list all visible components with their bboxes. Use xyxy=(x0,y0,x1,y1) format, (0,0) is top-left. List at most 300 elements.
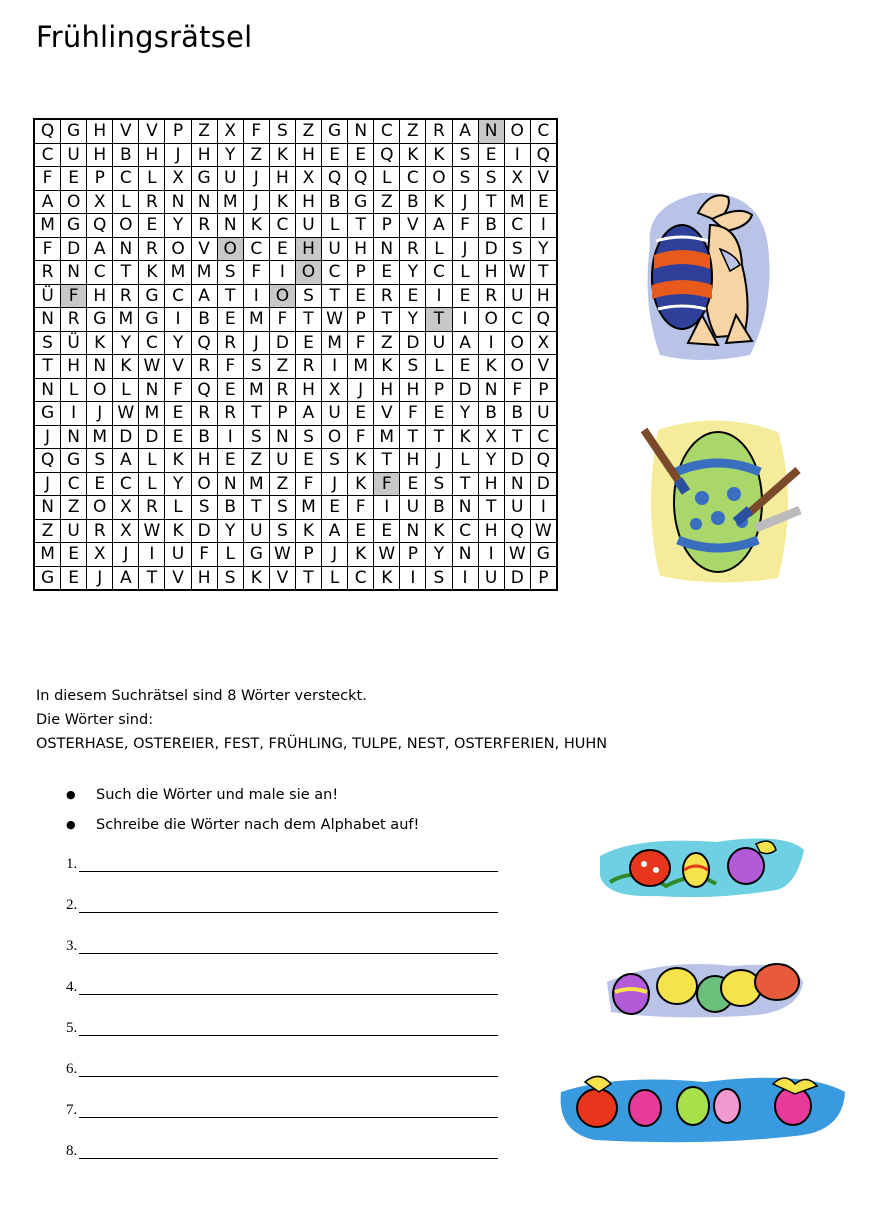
grid-cell[interactable]: D xyxy=(452,378,478,402)
grid-cell[interactable]: S xyxy=(426,472,452,496)
grid-cell[interactable]: R xyxy=(34,261,61,285)
grid-cell[interactable]: E xyxy=(530,190,557,214)
grid-cell[interactable]: E xyxy=(348,402,374,426)
grid-cell[interactable]: R xyxy=(139,496,165,520)
grid-cell[interactable]: C xyxy=(400,167,426,191)
grid-cell[interactable]: I xyxy=(478,543,504,567)
grid-cell[interactable]: E xyxy=(426,402,452,426)
grid-cell[interactable]: N xyxy=(400,519,426,543)
grid-cell[interactable]: S xyxy=(295,284,321,308)
grid-cell[interactable]: Q xyxy=(530,143,557,167)
grid-cell[interactable]: A xyxy=(87,237,113,261)
grid-cell[interactable]: X xyxy=(113,519,139,543)
grid-cell[interactable]: O xyxy=(295,261,321,285)
grid-cell[interactable]: V xyxy=(139,119,165,143)
grid-cell[interactable]: E xyxy=(348,284,374,308)
grid-cell[interactable]: L xyxy=(426,237,452,261)
grid-cell[interactable]: G xyxy=(139,308,165,332)
grid-cell[interactable]: D xyxy=(61,237,87,261)
grid-cell[interactable]: J xyxy=(322,472,348,496)
grid-cell[interactable]: R xyxy=(191,355,217,379)
grid-cell[interactable]: N xyxy=(191,190,217,214)
grid-cell[interactable]: L xyxy=(217,543,243,567)
grid-cell[interactable]: K xyxy=(269,143,295,167)
grid-cell[interactable]: U xyxy=(165,543,191,567)
grid-cell[interactable]: J xyxy=(113,543,139,567)
grid-cell[interactable]: U xyxy=(61,143,87,167)
grid-cell[interactable]: R xyxy=(217,402,243,426)
grid-cell[interactable]: Z xyxy=(243,143,269,167)
grid-cell[interactable]: V xyxy=(191,237,217,261)
grid-cell[interactable]: I xyxy=(478,331,504,355)
grid-cell[interactable]: C xyxy=(504,308,530,332)
grid-cell[interactable]: J xyxy=(322,543,348,567)
grid-cell[interactable]: A xyxy=(452,119,478,143)
grid-cell[interactable]: C xyxy=(243,237,269,261)
grid-cell[interactable]: I xyxy=(530,214,557,238)
grid-cell[interactable]: K xyxy=(243,566,269,590)
grid-cell[interactable]: B xyxy=(191,425,217,449)
grid-cell[interactable]: L xyxy=(113,190,139,214)
grid-cell[interactable]: C xyxy=(87,261,113,285)
grid-cell[interactable]: J xyxy=(426,449,452,473)
grid-cell[interactable]: K xyxy=(426,143,452,167)
grid-cell[interactable]: C xyxy=(374,119,400,143)
grid-cell[interactable]: P xyxy=(530,378,557,402)
grid-cell[interactable]: W xyxy=(530,519,557,543)
grid-cell[interactable]: S xyxy=(295,425,321,449)
grid-cell[interactable]: L xyxy=(61,378,87,402)
grid-cell[interactable]: M xyxy=(374,425,400,449)
grid-cell[interactable]: D xyxy=(478,237,504,261)
grid-cell[interactable]: U xyxy=(217,167,243,191)
grid-cell[interactable]: F xyxy=(61,284,87,308)
grid-cell[interactable]: T xyxy=(452,472,478,496)
grid-cell[interactable]: B xyxy=(217,496,243,520)
grid-cell[interactable]: Y xyxy=(530,237,557,261)
grid-cell[interactable]: W xyxy=(504,261,530,285)
grid-cell[interactable]: W xyxy=(139,519,165,543)
grid-cell[interactable]: B xyxy=(426,496,452,520)
grid-cell[interactable]: M xyxy=(217,190,243,214)
grid-cell[interactable]: G xyxy=(530,543,557,567)
grid-cell[interactable]: S xyxy=(269,496,295,520)
grid-cell[interactable]: F xyxy=(269,308,295,332)
grid-cell[interactable]: S xyxy=(504,237,530,261)
grid-cell[interactable]: E xyxy=(478,143,504,167)
grid-cell[interactable]: P xyxy=(165,119,191,143)
grid-cell[interactable]: K xyxy=(269,190,295,214)
grid-cell[interactable]: U xyxy=(295,214,321,238)
grid-cell[interactable]: R xyxy=(191,402,217,426)
grid-cell[interactable]: D xyxy=(191,519,217,543)
grid-cell[interactable]: U xyxy=(530,402,557,426)
grid-cell[interactable]: F xyxy=(34,237,61,261)
grid-cell[interactable]: E xyxy=(400,284,426,308)
grid-cell[interactable]: O xyxy=(217,237,243,261)
grid-cell[interactable]: K xyxy=(426,190,452,214)
grid-cell[interactable]: O xyxy=(61,190,87,214)
grid-cell[interactable]: S xyxy=(322,449,348,473)
grid-cell[interactable]: K xyxy=(165,449,191,473)
grid-cell[interactable]: N xyxy=(348,119,374,143)
grid-cell[interactable]: W xyxy=(139,355,165,379)
grid-cell[interactable]: Y xyxy=(400,308,426,332)
grid-cell[interactable]: X xyxy=(87,190,113,214)
grid-cell[interactable]: I xyxy=(61,402,87,426)
grid-cell[interactable]: T xyxy=(217,284,243,308)
grid-cell[interactable]: J xyxy=(243,167,269,191)
grid-cell[interactable]: D xyxy=(504,449,530,473)
grid-cell[interactable]: P xyxy=(348,261,374,285)
grid-cell[interactable]: X xyxy=(504,167,530,191)
grid-cell[interactable]: R xyxy=(113,284,139,308)
grid-cell[interactable]: E xyxy=(295,449,321,473)
grid-cell[interactable]: H xyxy=(295,378,321,402)
grid-cell[interactable]: R xyxy=(426,119,452,143)
grid-cell[interactable]: Y xyxy=(113,331,139,355)
grid-cell[interactable]: O xyxy=(504,119,530,143)
grid-cell[interactable]: H xyxy=(61,355,87,379)
grid-cell[interactable]: F xyxy=(348,496,374,520)
grid-cell[interactable]: H xyxy=(348,237,374,261)
grid-cell[interactable]: F xyxy=(452,214,478,238)
grid-cell[interactable]: Q xyxy=(348,167,374,191)
grid-cell[interactable]: L xyxy=(139,449,165,473)
grid-cell[interactable]: K xyxy=(165,519,191,543)
grid-cell[interactable]: F xyxy=(165,378,191,402)
grid-cell[interactable]: E xyxy=(165,425,191,449)
grid-cell[interactable]: O xyxy=(191,472,217,496)
grid-cell[interactable]: P xyxy=(530,566,557,590)
grid-cell[interactable]: Y xyxy=(165,214,191,238)
grid-cell[interactable]: S xyxy=(217,566,243,590)
grid-cell[interactable]: G xyxy=(61,119,87,143)
grid-cell[interactable]: T xyxy=(374,308,400,332)
grid-cell[interactable]: X xyxy=(165,167,191,191)
grid-cell[interactable]: V xyxy=(530,355,557,379)
grid-cell[interactable]: R xyxy=(191,214,217,238)
grid-cell[interactable]: K xyxy=(426,519,452,543)
grid-cell[interactable]: K xyxy=(374,566,400,590)
grid-cell[interactable]: D xyxy=(400,331,426,355)
grid-cell[interactable]: G xyxy=(243,543,269,567)
grid-cell[interactable]: B xyxy=(322,190,348,214)
grid-cell[interactable]: J xyxy=(348,378,374,402)
grid-cell[interactable]: R xyxy=(478,284,504,308)
grid-cell[interactable]: K xyxy=(87,331,113,355)
grid-cell[interactable]: M xyxy=(295,496,321,520)
grid-cell[interactable]: S xyxy=(269,119,295,143)
grid-cell[interactable]: W xyxy=(269,543,295,567)
grid-cell[interactable]: H xyxy=(400,449,426,473)
grid-cell[interactable]: Z xyxy=(400,119,426,143)
grid-cell[interactable]: B xyxy=(478,402,504,426)
grid-cell[interactable]: N xyxy=(139,378,165,402)
grid-cell[interactable]: I xyxy=(504,143,530,167)
grid-cell[interactable]: D xyxy=(139,425,165,449)
grid-cell[interactable]: S xyxy=(191,496,217,520)
grid-cell[interactable]: V xyxy=(113,119,139,143)
grid-cell[interactable]: S xyxy=(243,355,269,379)
grid-cell[interactable]: W xyxy=(374,543,400,567)
grid-cell[interactable]: P xyxy=(400,543,426,567)
grid-cell[interactable]: A xyxy=(426,214,452,238)
grid-cell[interactable]: O xyxy=(478,308,504,332)
grid-cell[interactable]: P xyxy=(295,543,321,567)
grid-cell[interactable]: V xyxy=(269,566,295,590)
grid-cell[interactable]: H xyxy=(478,261,504,285)
grid-cell[interactable]: R xyxy=(139,190,165,214)
grid-cell[interactable]: M xyxy=(348,355,374,379)
grid-cell[interactable]: E xyxy=(61,566,87,590)
grid-cell[interactable]: I xyxy=(452,566,478,590)
grid-cell[interactable]: T xyxy=(478,190,504,214)
grid-cell[interactable]: F xyxy=(295,472,321,496)
grid-cell[interactable]: L xyxy=(322,214,348,238)
grid-cell[interactable]: P xyxy=(426,378,452,402)
grid-cell[interactable]: C xyxy=(139,331,165,355)
grid-cell[interactable]: A xyxy=(191,284,217,308)
grid-cell[interactable]: A xyxy=(295,402,321,426)
grid-cell[interactable]: Z xyxy=(269,355,295,379)
grid-cell[interactable]: W xyxy=(322,308,348,332)
grid-cell[interactable]: O xyxy=(87,378,113,402)
grid-cell[interactable]: H xyxy=(295,143,321,167)
grid-cell[interactable]: U xyxy=(400,496,426,520)
grid-cell[interactable]: I xyxy=(400,566,426,590)
grid-cell[interactable]: N xyxy=(87,355,113,379)
grid-cell[interactable]: I xyxy=(139,543,165,567)
grid-cell[interactable]: E xyxy=(322,143,348,167)
grid-cell[interactable]: G xyxy=(61,449,87,473)
grid-cell[interactable]: S xyxy=(243,425,269,449)
grid-cell[interactable]: C xyxy=(530,119,557,143)
grid-cell[interactable]: N xyxy=(113,237,139,261)
grid-cell[interactable]: E xyxy=(217,308,243,332)
grid-cell[interactable]: M xyxy=(504,190,530,214)
grid-cell[interactable]: L xyxy=(374,167,400,191)
grid-cell[interactable]: N xyxy=(478,119,504,143)
grid-cell[interactable]: E xyxy=(295,331,321,355)
grid-cell[interactable]: W xyxy=(113,402,139,426)
grid-cell[interactable]: I xyxy=(269,261,295,285)
grid-cell[interactable]: J xyxy=(165,143,191,167)
grid-cell[interactable]: F xyxy=(400,402,426,426)
grid-cell[interactable]: P xyxy=(87,167,113,191)
grid-cell[interactable]: O xyxy=(87,496,113,520)
grid-cell[interactable]: O xyxy=(113,214,139,238)
grid-cell[interactable]: S xyxy=(452,167,478,191)
grid-cell[interactable]: O xyxy=(504,331,530,355)
grid-cell[interactable]: T xyxy=(530,261,557,285)
grid-cell[interactable]: T xyxy=(34,355,61,379)
grid-cell[interactable]: U xyxy=(322,237,348,261)
grid-cell[interactable]: T xyxy=(504,425,530,449)
grid-cell[interactable]: F xyxy=(191,543,217,567)
grid-cell[interactable]: L xyxy=(113,378,139,402)
grid-cell[interactable]: R xyxy=(139,237,165,261)
grid-cell[interactable]: B xyxy=(504,402,530,426)
grid-cell[interactable]: Z xyxy=(34,519,61,543)
grid-cell[interactable]: S xyxy=(34,331,61,355)
grid-cell[interactable]: O xyxy=(269,284,295,308)
grid-cell[interactable]: Z xyxy=(374,190,400,214)
grid-cell[interactable]: B xyxy=(191,308,217,332)
grid-cell[interactable]: Y xyxy=(400,261,426,285)
grid-cell[interactable]: M xyxy=(243,378,269,402)
grid-cell[interactable]: S xyxy=(269,519,295,543)
grid-cell[interactable]: F xyxy=(243,119,269,143)
grid-cell[interactable]: P xyxy=(269,402,295,426)
grid-cell[interactable]: G xyxy=(34,566,61,590)
grid-cell[interactable]: N xyxy=(452,496,478,520)
grid-cell[interactable]: M xyxy=(243,472,269,496)
grid-cell[interactable]: K xyxy=(374,355,400,379)
grid-cell[interactable]: I xyxy=(243,284,269,308)
grid-cell[interactable]: L xyxy=(322,566,348,590)
grid-cell[interactable]: J xyxy=(452,237,478,261)
grid-cell[interactable]: O xyxy=(426,167,452,191)
grid-cell[interactable]: L xyxy=(452,449,478,473)
grid-cell[interactable]: C xyxy=(322,261,348,285)
grid-cell[interactable]: D xyxy=(504,566,530,590)
grid-cell[interactable]: A xyxy=(452,331,478,355)
grid-cell[interactable]: G xyxy=(139,284,165,308)
grid-cell[interactable]: M xyxy=(243,308,269,332)
grid-cell[interactable]: Z xyxy=(243,449,269,473)
grid-cell[interactable]: H xyxy=(87,143,113,167)
grid-cell[interactable]: H xyxy=(87,284,113,308)
grid-cell[interactable]: X xyxy=(87,543,113,567)
word-search-grid[interactable] xyxy=(33,118,558,591)
grid-cell[interactable]: Z xyxy=(295,119,321,143)
grid-cell[interactable]: R xyxy=(269,378,295,402)
grid-cell[interactable]: J xyxy=(34,425,61,449)
grid-cell[interactable]: H xyxy=(478,519,504,543)
grid-cell[interactable]: H xyxy=(400,378,426,402)
grid-cell[interactable]: U xyxy=(322,402,348,426)
grid-cell[interactable]: Y xyxy=(452,402,478,426)
grid-cell[interactable]: E xyxy=(348,143,374,167)
grid-cell[interactable]: Q xyxy=(530,449,557,473)
grid-cell[interactable]: R xyxy=(374,284,400,308)
grid-cell[interactable]: O xyxy=(504,355,530,379)
grid-cell[interactable]: H xyxy=(139,143,165,167)
grid-cell[interactable]: N xyxy=(269,425,295,449)
grid-cell[interactable]: U xyxy=(61,519,87,543)
grid-cell[interactable]: L xyxy=(426,355,452,379)
grid-cell[interactable]: K xyxy=(348,449,374,473)
grid-cell[interactable]: G xyxy=(322,119,348,143)
grid-cell[interactable]: C xyxy=(452,519,478,543)
grid-cell[interactable]: Y xyxy=(165,331,191,355)
grid-cell[interactable]: D xyxy=(530,472,557,496)
grid-cell[interactable]: K xyxy=(452,425,478,449)
grid-cell[interactable]: M xyxy=(139,402,165,426)
grid-cell[interactable]: C xyxy=(269,214,295,238)
grid-cell[interactable]: J xyxy=(452,190,478,214)
grid-cell[interactable]: K xyxy=(348,472,374,496)
grid-cell[interactable]: N xyxy=(34,378,61,402)
grid-cell[interactable]: Q xyxy=(504,519,530,543)
grid-cell[interactable]: C xyxy=(113,167,139,191)
grid-cell[interactable]: F xyxy=(348,331,374,355)
grid-cell[interactable]: A xyxy=(34,190,61,214)
grid-cell[interactable]: U xyxy=(426,331,452,355)
grid-cell[interactable]: Q xyxy=(87,214,113,238)
grid-cell[interactable]: C xyxy=(61,472,87,496)
grid-cell[interactable]: H xyxy=(191,143,217,167)
grid-cell[interactable]: U xyxy=(504,284,530,308)
grid-cell[interactable]: I xyxy=(165,308,191,332)
grid-cell[interactable]: T xyxy=(348,214,374,238)
grid-cell[interactable]: Z xyxy=(269,472,295,496)
grid-cell[interactable]: N xyxy=(374,237,400,261)
grid-cell[interactable]: T xyxy=(400,425,426,449)
grid-cell[interactable]: N xyxy=(452,543,478,567)
grid-cell[interactable]: E xyxy=(374,519,400,543)
grid-cell[interactable]: P xyxy=(348,308,374,332)
grid-cell[interactable]: D xyxy=(113,425,139,449)
grid-cell[interactable]: Y xyxy=(478,449,504,473)
grid-cell[interactable]: G xyxy=(34,402,61,426)
grid-cell[interactable]: H xyxy=(374,378,400,402)
grid-cell[interactable]: O xyxy=(322,425,348,449)
grid-cell[interactable]: J xyxy=(243,331,269,355)
grid-cell[interactable]: P xyxy=(374,214,400,238)
grid-cell[interactable]: J xyxy=(87,402,113,426)
grid-cell[interactable]: W xyxy=(504,543,530,567)
grid-cell[interactable]: L xyxy=(139,167,165,191)
grid-cell[interactable]: T xyxy=(139,566,165,590)
grid-cell[interactable]: T xyxy=(426,425,452,449)
grid-cell[interactable]: X xyxy=(478,425,504,449)
grid-cell[interactable]: E xyxy=(374,261,400,285)
grid-cell[interactable]: M xyxy=(191,261,217,285)
grid-cell[interactable]: X xyxy=(530,331,557,355)
grid-cell[interactable]: Z xyxy=(374,331,400,355)
grid-cell[interactable]: H xyxy=(295,190,321,214)
grid-cell[interactable]: O xyxy=(165,237,191,261)
grid-cell[interactable]: F xyxy=(348,425,374,449)
grid-cell[interactable]: N xyxy=(165,190,191,214)
grid-cell[interactable]: T xyxy=(322,284,348,308)
grid-cell[interactable]: B xyxy=(478,214,504,238)
grid-cell[interactable]: E xyxy=(217,449,243,473)
grid-cell[interactable]: M xyxy=(87,425,113,449)
grid-cell[interactable]: C xyxy=(530,425,557,449)
grid-cell[interactable]: Q xyxy=(191,331,217,355)
grid-cell[interactable]: E xyxy=(400,472,426,496)
grid-cell[interactable]: H xyxy=(295,237,321,261)
grid-cell[interactable]: G xyxy=(61,214,87,238)
grid-cell[interactable]: X xyxy=(295,167,321,191)
grid-cell[interactable]: C xyxy=(348,566,374,590)
grid-cell[interactable]: T xyxy=(243,496,269,520)
grid-cell[interactable]: S xyxy=(217,261,243,285)
grid-cell[interactable]: R xyxy=(217,331,243,355)
grid-cell[interactable]: N xyxy=(61,261,87,285)
grid-cell[interactable]: N xyxy=(34,496,61,520)
grid-cell[interactable]: U xyxy=(478,566,504,590)
grid-cell[interactable]: E xyxy=(139,214,165,238)
grid-cell[interactable]: K xyxy=(478,355,504,379)
grid-cell[interactable]: F xyxy=(217,355,243,379)
grid-cell[interactable]: L xyxy=(165,496,191,520)
grid-cell[interactable]: R xyxy=(87,519,113,543)
grid-cell[interactable]: V xyxy=(400,214,426,238)
